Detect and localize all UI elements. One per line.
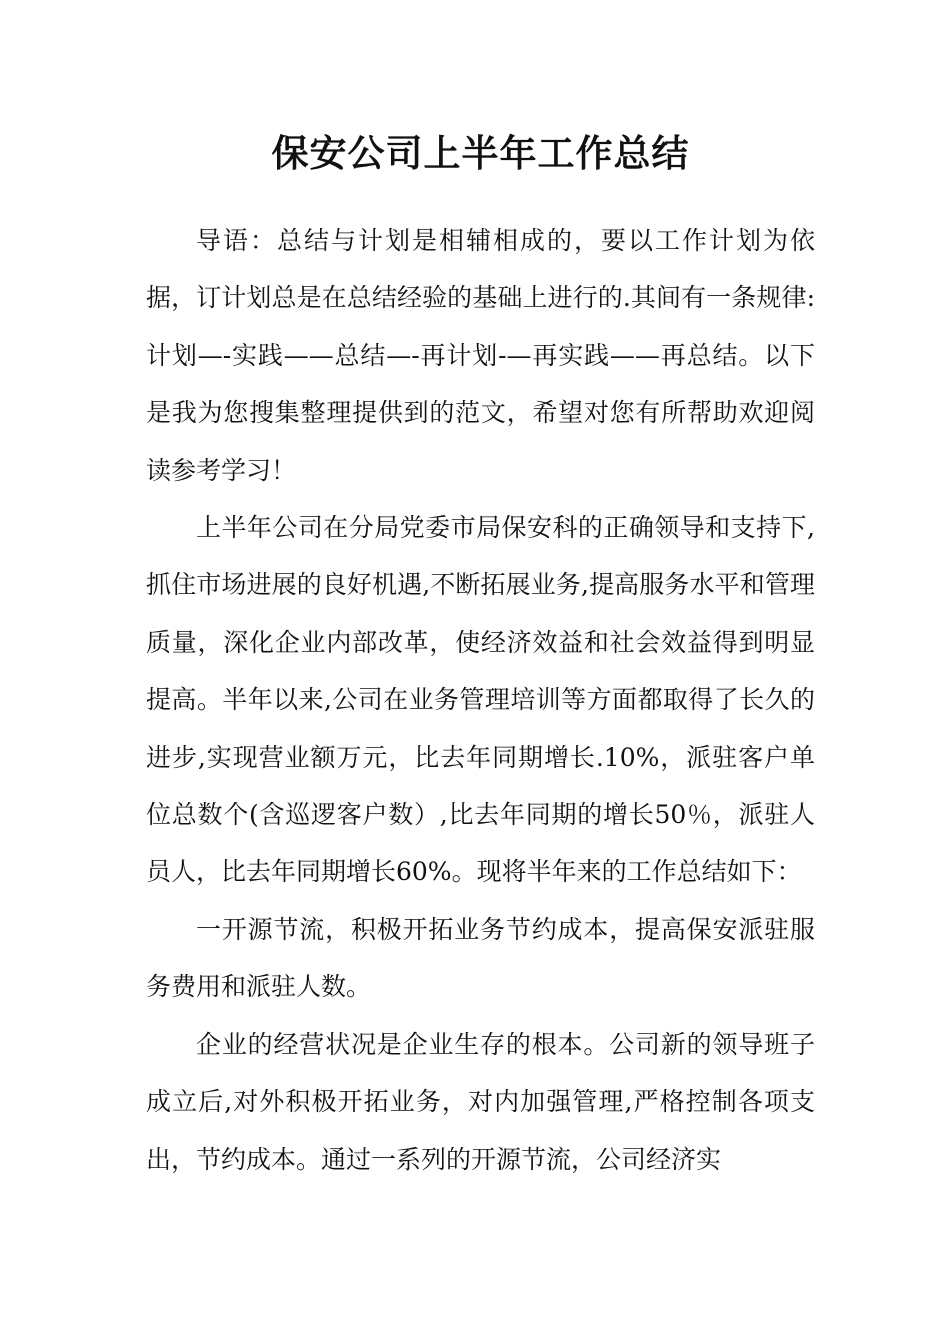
document-title: 保安公司上半年工作总结: [271, 131, 690, 175]
paragraph-section-heading: 一开源节流，积极开拓业务节约成本，提高保安派驻服务费用和派驻人数。: [146, 914, 815, 1002]
paragraph-overview: 上半年公司在分局党委市局保安科的正确领导和支持下,抓住市场进展的良好机遇,不断拓展业务,提高服务水平和管理质量，深化企业内部改革，使经济效益和社会效益得到明显提高。半年以来,公司在业务管理培训等方面都取得了长久的进步,实现营业额万元，比去年同期增长.10%，派驻客户单位总数个(含巡逻客户数）,比去年同期的增长50％，派驻人员人，比去年同期增长60%。现将半年来的工作总结如下：: [146, 513, 815, 887]
paragraph-intro: 导语：总结与计划是相辅相成的，要以工作计划为依据，订计划总是在总结经验的基础上进行的.其间有一条规律:计划—-实践——总结—-再计划-—再实践——再总结。以下是我为您搜集整理提供到的范文，希望对您有所帮助欢迎阅读参考学习！: [146, 226, 815, 485]
paragraph-operations: 企业的经营状况是企业生存的根本。公司新的领导班子成立后,对外积极开拓业务，对内加强管理,严格控制各项支出，节约成本。通过一系列的开源节流，公司经济实: [146, 1029, 815, 1174]
